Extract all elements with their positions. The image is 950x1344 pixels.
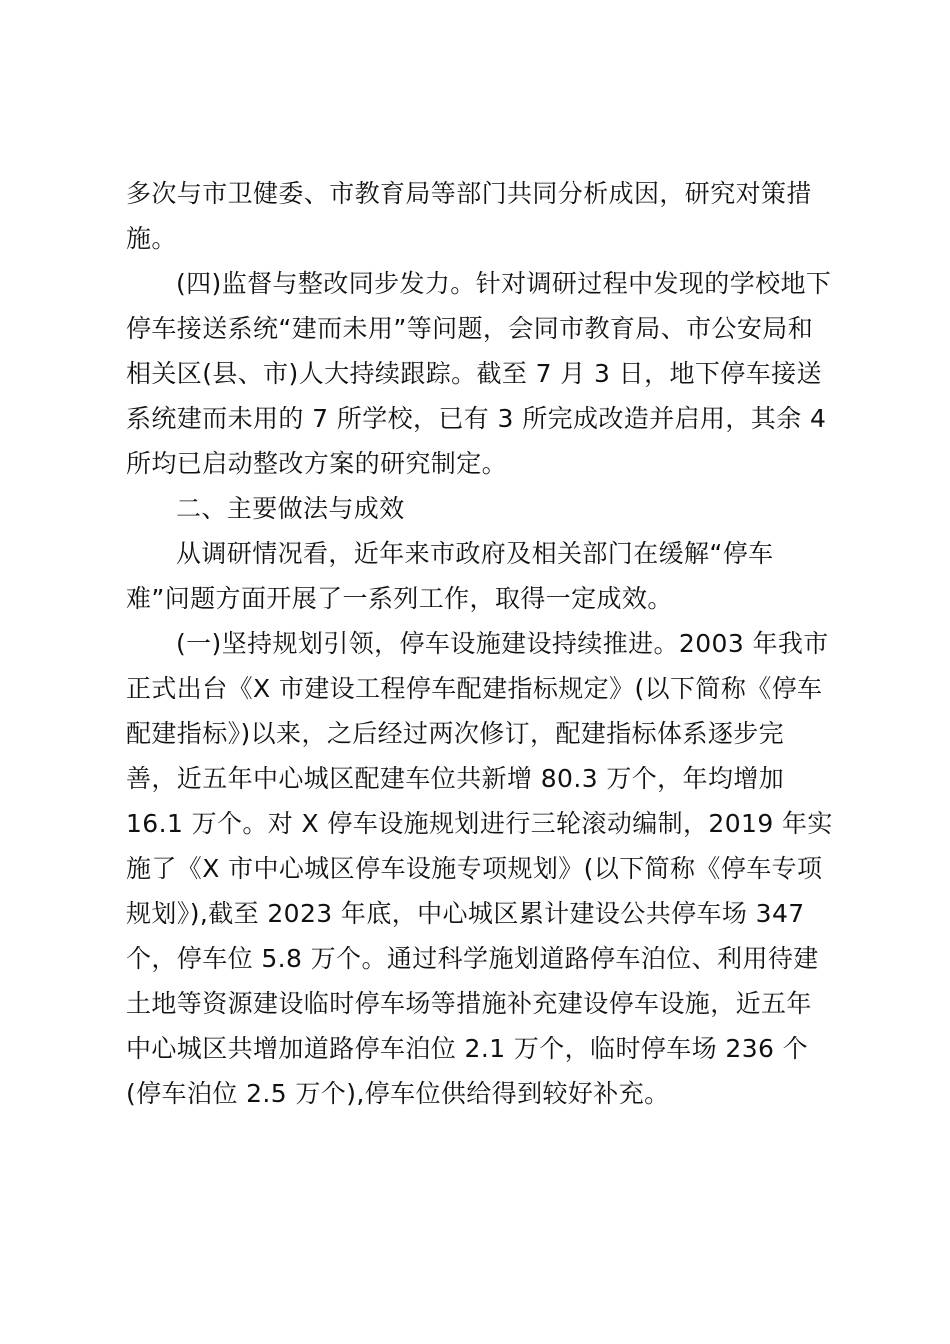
paragraph-line: 停车接送系统“建而未用”等问题，会同市教育局、市公安局和: [126, 314, 814, 343]
paragraph-line: 16.1 万个。对 X 停车设施规划进行三轮滚动编制，2019 年实: [126, 809, 833, 838]
paragraph-line: 中心城区共增加道路停车泊位 2.1 万个，临时停车场 236 个: [126, 1034, 809, 1063]
paragraph-line: 个，停车位 5.8 万个。通过科学施划道路停车泊位、利用待建: [126, 944, 819, 973]
paragraph-line: 善，近五年中心城区配建车位共新增 80.3 万个，年均增加: [126, 764, 785, 793]
paragraph-line: 土地等资源建设临时停车场等措施补充建设停车设施，近五年: [126, 989, 812, 1018]
paragraph-line: 多次与市卫健委、市教育局等部门共同分析成因，研究对策措: [126, 179, 812, 208]
paragraph-line: 正式出台《X 市建设工程停车配建指标规定》(以下简称《停车: [126, 674, 823, 703]
paragraph-line: 相关区(县、市)人大持续跟踪。截至 7 月 3 日，地下停车接送: [126, 359, 822, 388]
section-heading: 二、主要做法与成效: [176, 494, 405, 523]
paragraph-line: (一)坚持规划引领，停车设施建设持续推进。2003 年我市: [176, 629, 829, 658]
paragraph-line: 施。: [126, 224, 177, 253]
paragraph-line: 施了《X 市中心城区停车设施专项规划》(以下简称《停车专项: [126, 854, 823, 883]
paragraph-line: 规划》),截至 2023 年底，中心城区累计建设公共停车场 347: [126, 899, 805, 928]
paragraph-line: 系统建而未用的 7 所学校，已有 3 所完成改造并启用，其余 4: [126, 404, 827, 433]
paragraph-line: 从调研情况看，近年来市政府及相关部门在缓解“停车: [176, 539, 774, 568]
paragraph-line: 所均已启动整改方案的研究制定。: [126, 449, 508, 478]
paragraph-line: 配建指标》)以来，之后经过两次修订，配建指标体系逐步完: [126, 719, 785, 748]
paragraph-line: (停车泊位 2.5 万个),停车位供给得到较好补充。: [126, 1079, 670, 1108]
paragraph-line: (四)监督与整改同步发力。针对调研过程中发现的学校地下: [176, 269, 832, 298]
paragraph-line: 难”问题方面开展了一系列工作，取得一定成效。: [126, 584, 673, 613]
